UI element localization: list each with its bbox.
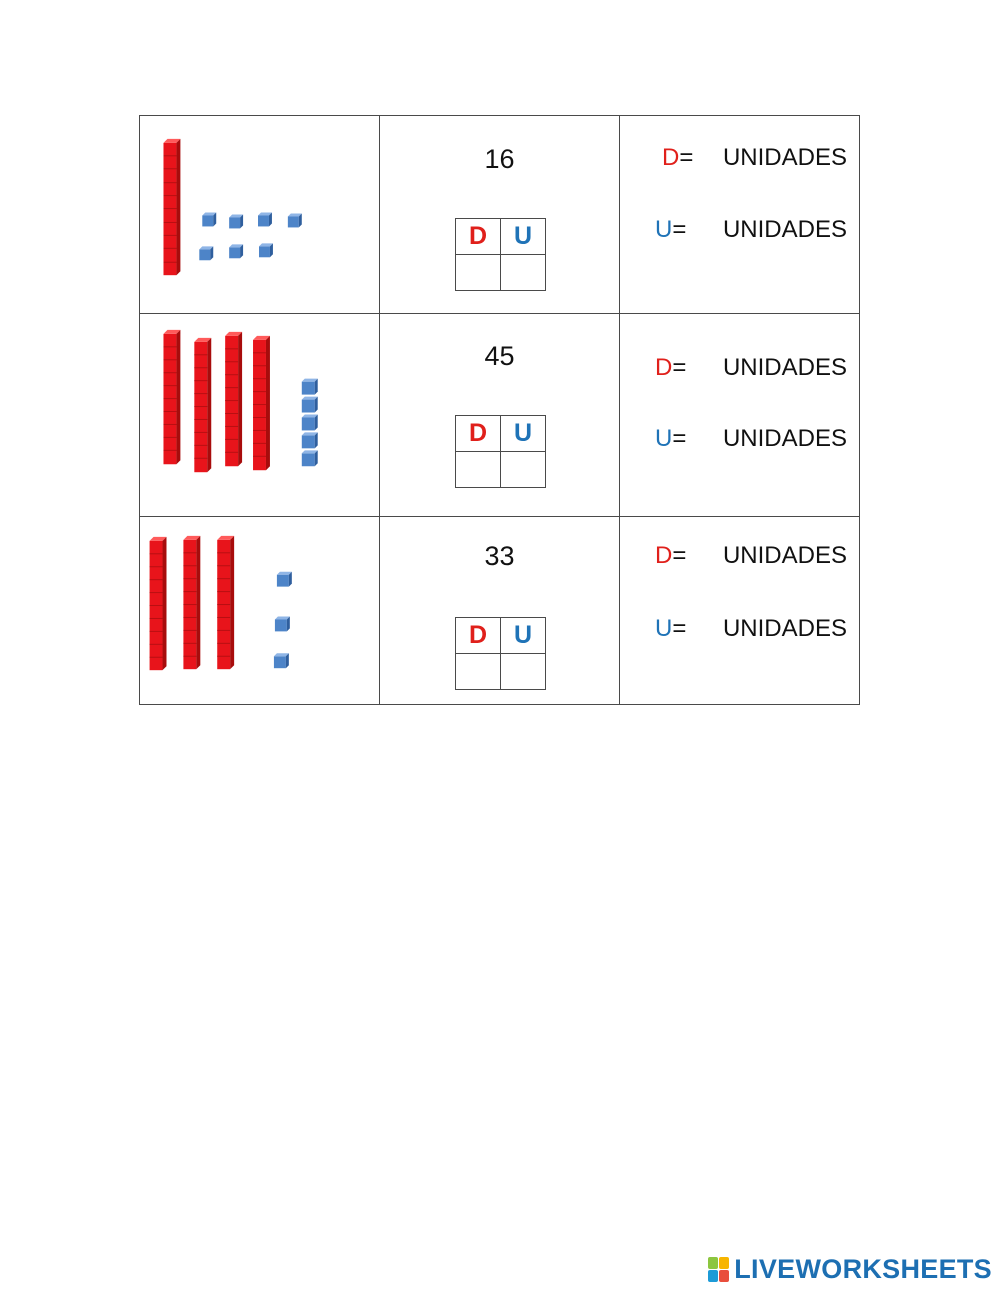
unit-cube (229, 244, 243, 258)
equations-cell-3 (620, 517, 860, 705)
tens-units-grid (455, 218, 546, 291)
equals-sign: = (672, 216, 687, 243)
units-letter: U (655, 425, 673, 452)
unit-cube (275, 616, 290, 631)
base-ten-blocks-45 (140, 314, 379, 516)
tens-rod (163, 139, 180, 275)
tens-header: D (456, 416, 501, 452)
tens-units-grid (455, 617, 546, 690)
units-answer-box[interactable] (501, 452, 546, 488)
equations-cell-2 (620, 314, 860, 517)
exercise-row-2 (140, 314, 860, 517)
unit-cube (302, 450, 318, 466)
equals-sign: = (672, 542, 687, 569)
tens-rod (225, 332, 242, 466)
unit-cube (202, 213, 216, 227)
unidades-label: UNIDADES (722, 542, 847, 569)
equals-sign: = (672, 615, 687, 642)
units-letter: U (655, 615, 673, 642)
tens-rod (163, 330, 180, 464)
unidades-label: UNIDADES (722, 615, 847, 642)
number-label: 16 (484, 144, 515, 174)
unit-cube (229, 215, 243, 229)
worksheet-table (139, 115, 860, 705)
brand-name: LIVEWORKSHEETS (734, 1254, 992, 1284)
equations-cell-1 (620, 116, 860, 314)
tens-header: D (456, 219, 501, 255)
tens-answer-box[interactable] (456, 452, 501, 488)
exercise-row-3 (140, 517, 860, 705)
tens-letter: D (655, 354, 673, 381)
base-ten-blocks-33 (140, 517, 379, 704)
tens-answer-box[interactable] (456, 255, 501, 291)
tens-units-grid (455, 415, 546, 488)
unit-cube (199, 246, 213, 260)
unit-cube (302, 432, 318, 448)
exercise-row-1 (140, 116, 860, 314)
unit-cube (302, 397, 318, 413)
equals-sign: = (672, 354, 687, 381)
tens-rod (150, 537, 167, 670)
unidades-label: UNIDADES (722, 425, 847, 452)
tens-rod (217, 536, 234, 669)
units-answer-box[interactable] (501, 255, 546, 291)
units-letter: U (655, 216, 673, 243)
number-label: 45 (484, 341, 515, 371)
number-cell-1 (380, 116, 620, 314)
tens-rod (253, 336, 270, 470)
tens-rod (183, 536, 200, 669)
equals-sign: = (672, 425, 687, 452)
units-header: U (501, 219, 546, 255)
unit-cube (302, 415, 318, 431)
number-cell-2 (380, 314, 620, 517)
units-header: U (501, 416, 546, 452)
unit-cube (288, 214, 302, 228)
unit-cube (302, 379, 318, 395)
number-cell-3 (380, 517, 620, 705)
units-answer-box[interactable] (501, 654, 546, 690)
tens-letter: D (662, 144, 680, 171)
liveworksheets-logo-icon (708, 1257, 730, 1283)
equals-sign: = (679, 144, 694, 171)
base-ten-blocks-cell-3 (140, 517, 380, 705)
tens-answer-box[interactable] (456, 654, 501, 690)
base-ten-blocks-cell-2 (140, 314, 380, 517)
number-label: 33 (484, 541, 515, 571)
tens-header: D (456, 618, 501, 654)
unidades-label: UNIDADES (722, 354, 847, 381)
unit-cube (258, 213, 272, 227)
units-header: U (501, 618, 546, 654)
base-ten-blocks-cell-1 (140, 116, 380, 314)
unidades-label: UNIDADES (722, 216, 847, 243)
unit-cube (277, 572, 292, 587)
unit-cube (259, 243, 273, 257)
unit-cube (274, 653, 289, 668)
unidades-label: UNIDADES (722, 144, 847, 171)
liveworksheets-brand (708, 1254, 992, 1285)
base-ten-blocks-16 (140, 116, 379, 313)
tens-letter: D (655, 542, 673, 569)
tens-rod (194, 338, 211, 472)
